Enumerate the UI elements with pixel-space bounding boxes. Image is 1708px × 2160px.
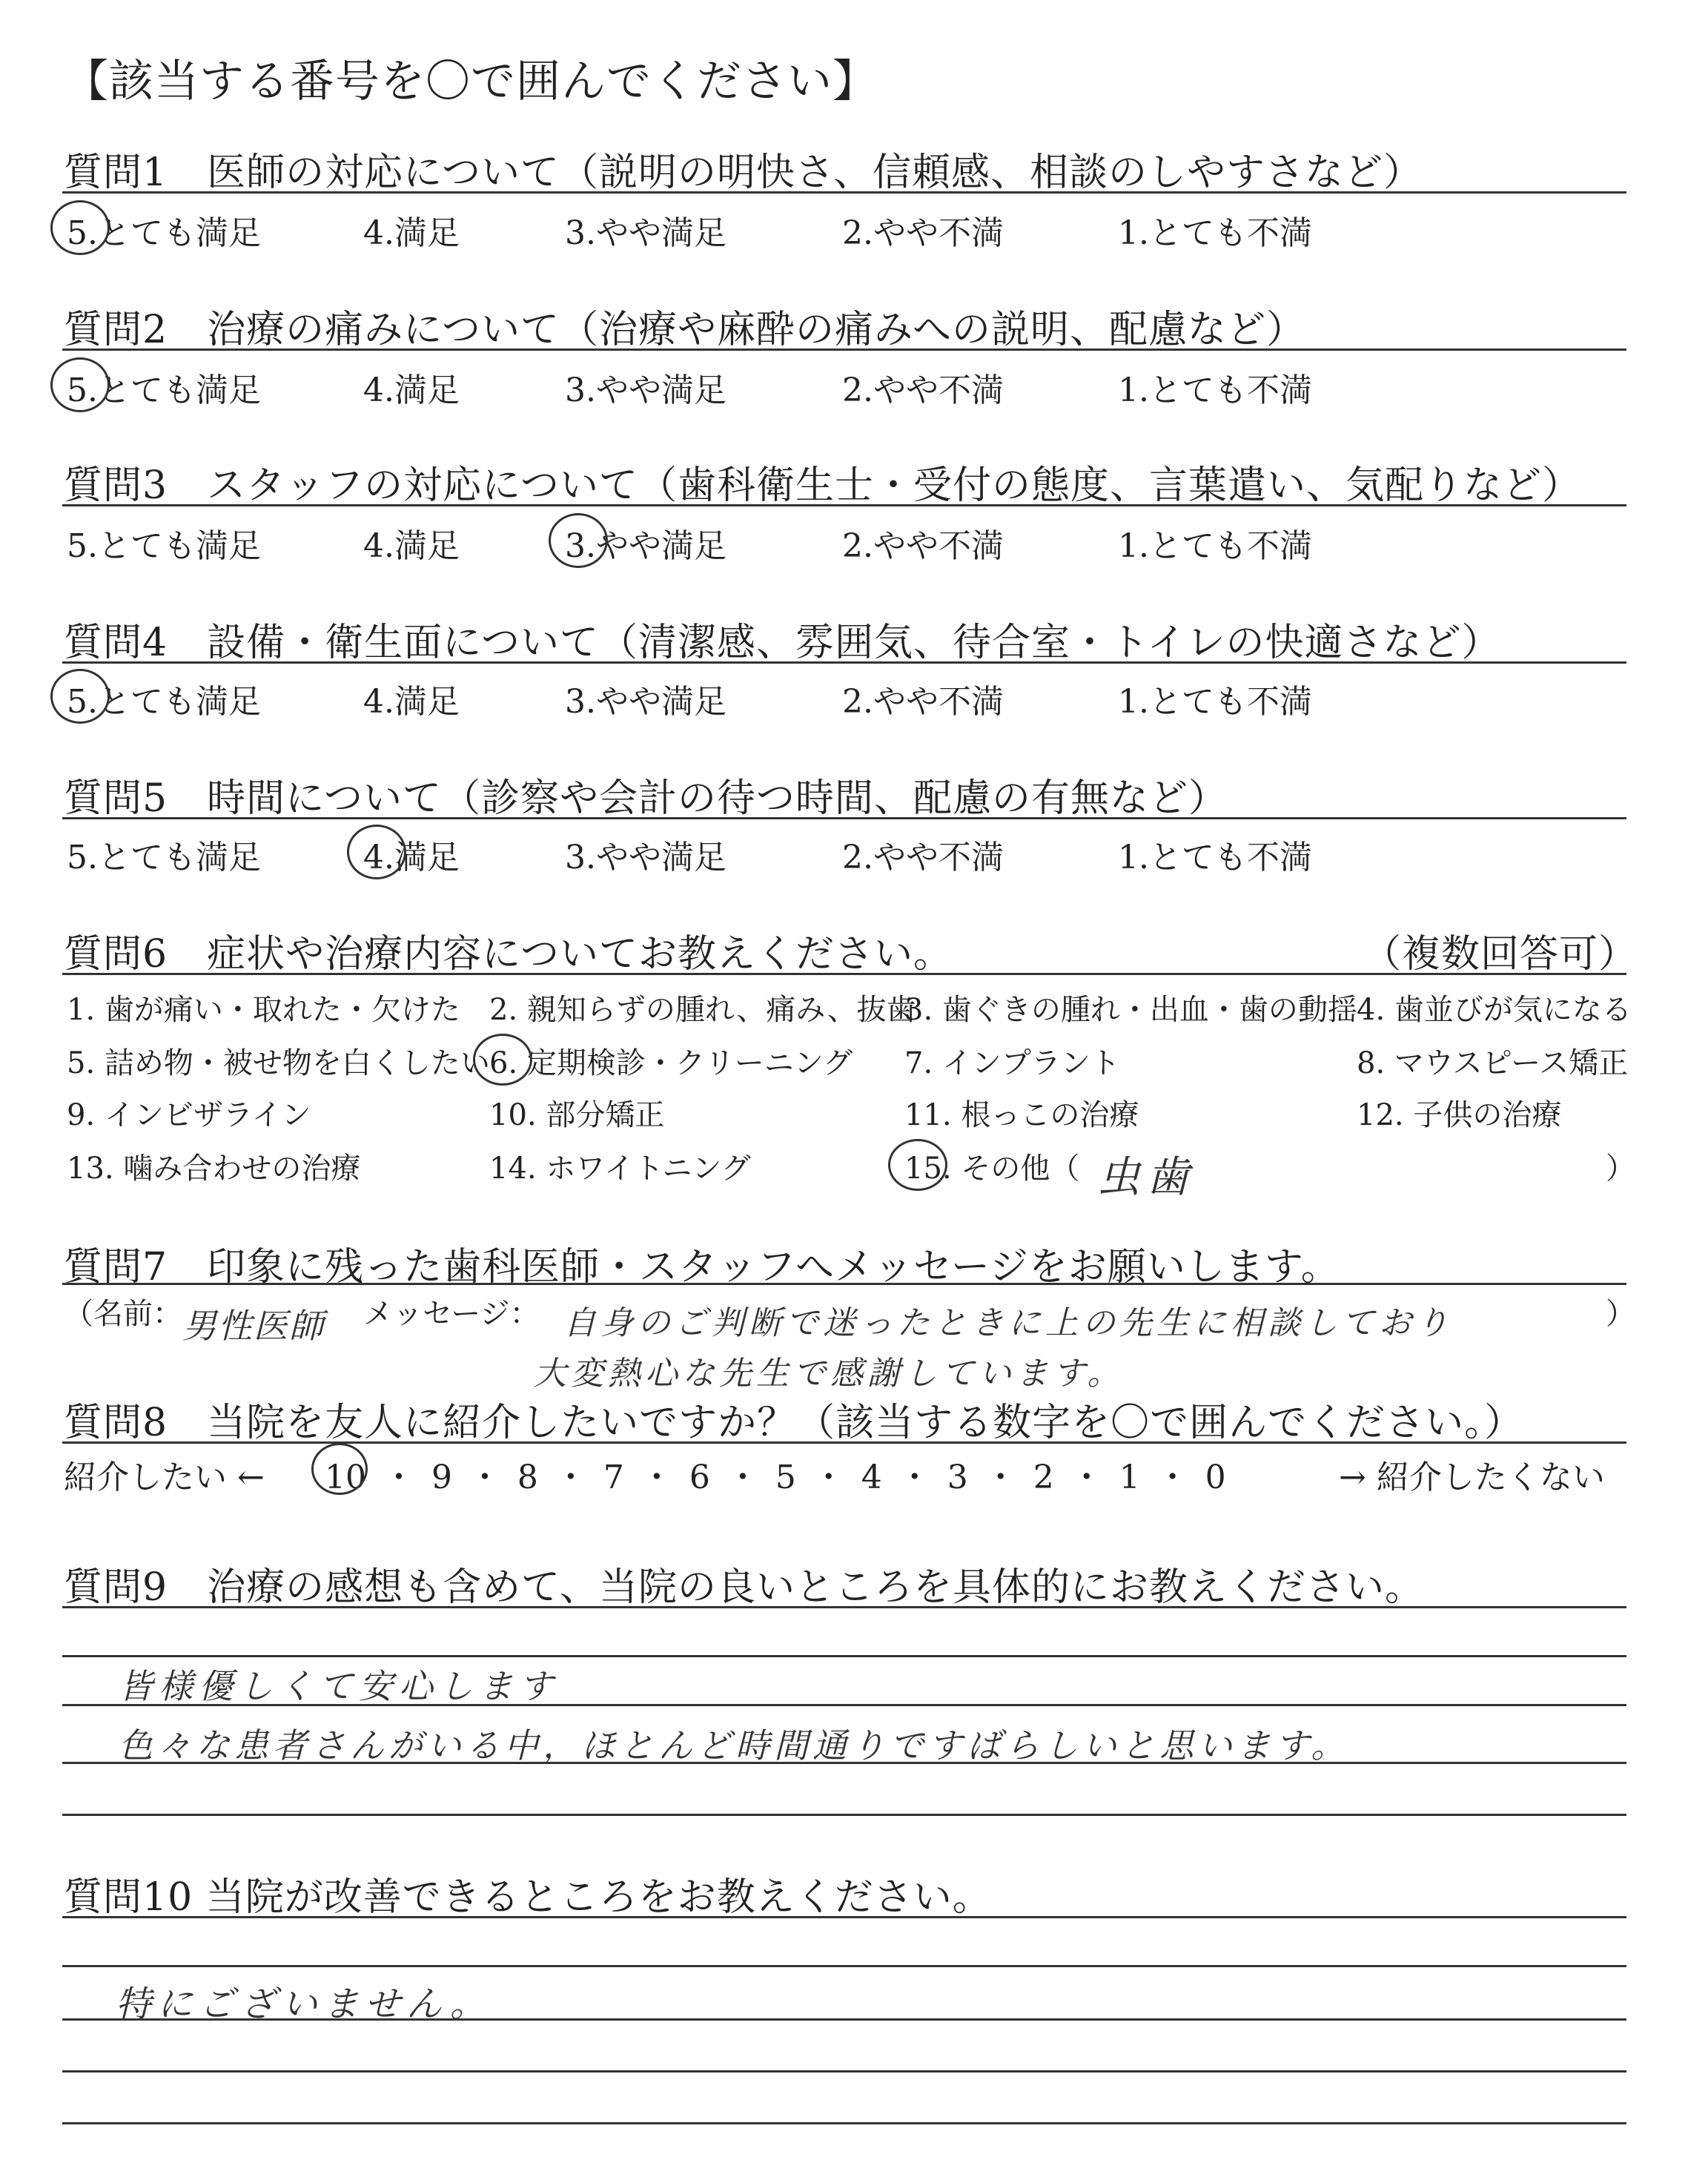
q4-option-3[interactable]: 3.やや満足 [565,683,726,721]
q6-option-6[interactable]: 6. 定期検診・クリーニング [489,1046,853,1080]
q6-option-1[interactable]: 1. 歯が痛い・取れた・欠けた [67,993,460,1027]
selection-circle-q6-15[interactable] [888,1139,947,1191]
q5-option-4[interactable]: 4.満足 [363,839,460,876]
q10-handwritten-line-1: 特にございません。 [116,1984,491,2025]
selection-circle-q5[interactable] [347,825,406,879]
q9-handwritten-line-2: 色々な患者さんがいる中，ほとんど時間通りですばらしいと思います。 [119,1725,1350,1766]
q1-option-2[interactable]: 2.やや不満 [842,214,1004,252]
message-handwritten-line-1: 自身のご判断で迷ったときに上の先生に相談しており [563,1304,1453,1342]
q4-option-1[interactable]: 1.とても不満 [1118,683,1312,721]
q2-option-1[interactable]: 1.とても不満 [1118,371,1312,409]
question-9-title: 質問9 治療の感想も含めて、当院の良いところを具体的にお教えください。 [64,1565,1425,1610]
selection-circle-q2[interactable] [50,357,110,412]
q2-option-3[interactable]: 3.やや満足 [565,371,726,409]
q5-option-3[interactable]: 3.やや満足 [565,839,726,876]
question-6-title: 質問6 症状や治療内容についてお教えください。 [64,932,953,977]
name-label: （名前： [64,1297,182,1331]
q9-handwritten-line-1: 皆様優しくて安心します [119,1666,559,1706]
question-8-title: 質問8 当院を友人に紹介したいですか？（該当する数字を〇で囲んでください。） [64,1401,1524,1445]
message-handwritten-line-2: 大変熱心な先生で感謝しています。 [534,1355,1125,1393]
q3-option-1[interactable]: 1.とても不満 [1118,527,1312,565]
q6-option-7[interactable]: 7. インプラント [904,1046,1120,1080]
q1-option-4[interactable]: 4.満足 [363,214,460,252]
q3-option-3[interactable]: 3.やや満足 [565,527,726,565]
message-label: メッセージ： [363,1297,540,1331]
q6-option-13[interactable]: 13. 噛み合わせの治療 [67,1152,361,1186]
question-1-title: 質問1 医師の対応について（説明の明快さ、信頼感、相談のしやすさなど） [64,151,1423,195]
q6-option-9[interactable]: 9. インビザライン [67,1098,311,1132]
message-close-paren: ） [1606,1297,1635,1331]
selection-circle-q1[interactable] [50,200,110,255]
q4-option-5[interactable]: 5.とても満足 [67,683,261,721]
selection-circle-q4[interactable] [50,669,110,724]
q5-option-5[interactable]: 5.とても満足 [67,839,261,876]
recommend-scale: 10 ・ 9 ・ 8 ・ 7 ・ 6 ・ 5 ・ 4 ・ 3 ・ 2 ・ 1 ・ 0 [325,1459,1226,1496]
question-2-title: 質問2 治療の痛みについて（治療や麻酔の痛みへの説明、配慮など） [64,308,1306,352]
q6-option-5[interactable]: 5. 詰め物・被せ物を白くしたい [67,1046,490,1080]
other-close-paren: ） [1606,1152,1635,1186]
q1-option-5[interactable]: 5.とても満足 [67,214,261,252]
q6-option-11[interactable]: 11. 根っこの治療 [904,1098,1139,1132]
selection-circle-q8[interactable] [311,1443,368,1495]
q5-option-2[interactable]: 2.やや不満 [842,839,1004,876]
question-7-title: 質問7 印象に残った歯科医師・スタッフへメッセージをお願いします。 [64,1245,1340,1289]
q6-option-8[interactable]: 8. マウスピース矯正 [1357,1046,1629,1080]
form-header: 【該当する番号を〇で囲んでください】 [64,56,878,108]
other-handwritten-answer: 虫歯 [1097,1152,1196,1202]
question-6-note: （複数回答可） [1363,932,1638,977]
q5-option-1[interactable]: 1.とても不満 [1118,839,1312,876]
recommend-left-label: 紹介したい ← [64,1459,265,1496]
question-3-title: 質問3 スタッフの対応について（歯科衛生士・受付の態度、言葉遣い、気配りなど） [64,463,1582,508]
q2-option-5[interactable]: 5.とても満足 [67,371,261,409]
q6-option-10[interactable]: 10. 部分矯正 [489,1098,665,1132]
recommend-right-label: → 紹介したくない [1339,1459,1605,1496]
q4-option-2[interactable]: 2.やや不満 [842,683,1004,721]
q6-option-14[interactable]: 14. ホワイトニング [489,1152,751,1186]
question-5-title: 質問5 時間について（診察や会計の待つ時間、配慮の有無など） [64,776,1228,821]
q6-option-3[interactable]: 3. 歯ぐきの腫れ・出血・歯の動揺 [904,993,1357,1027]
q3-option-4[interactable]: 4.満足 [363,527,460,565]
q3-option-5[interactable]: 5.とても満足 [67,527,261,565]
q6-option-4[interactable]: 4. 歯並びが気になる [1357,993,1632,1027]
name-handwritten: 男性医師 [182,1306,325,1346]
q6-option-2[interactable]: 2. 親知らずの腫れ、痛み、抜歯 [489,993,916,1027]
q2-option-2[interactable]: 2.やや不満 [842,371,1004,409]
q6-option-15[interactable]: 15. その他（ [904,1152,1080,1186]
selection-circle-q6-6[interactable] [473,1034,532,1086]
q1-option-1[interactable]: 1.とても不満 [1118,214,1312,252]
q1-option-3[interactable]: 3.やや満足 [565,214,726,252]
q3-option-2[interactable]: 2.やや不満 [842,527,1004,565]
question-4-title: 質問4 設備・衛生面について（清潔感、雰囲気、待合室・トイレの快適さなど） [64,621,1501,665]
q6-option-12[interactable]: 12. 子供の治療 [1357,1098,1562,1132]
q4-option-4[interactable]: 4.満足 [363,683,460,721]
q2-option-4[interactable]: 4.満足 [363,371,460,409]
question-10-title: 質問10 当院が改善できるところをお教えください。 [64,1875,992,1920]
selection-circle-q3[interactable] [549,513,608,568]
